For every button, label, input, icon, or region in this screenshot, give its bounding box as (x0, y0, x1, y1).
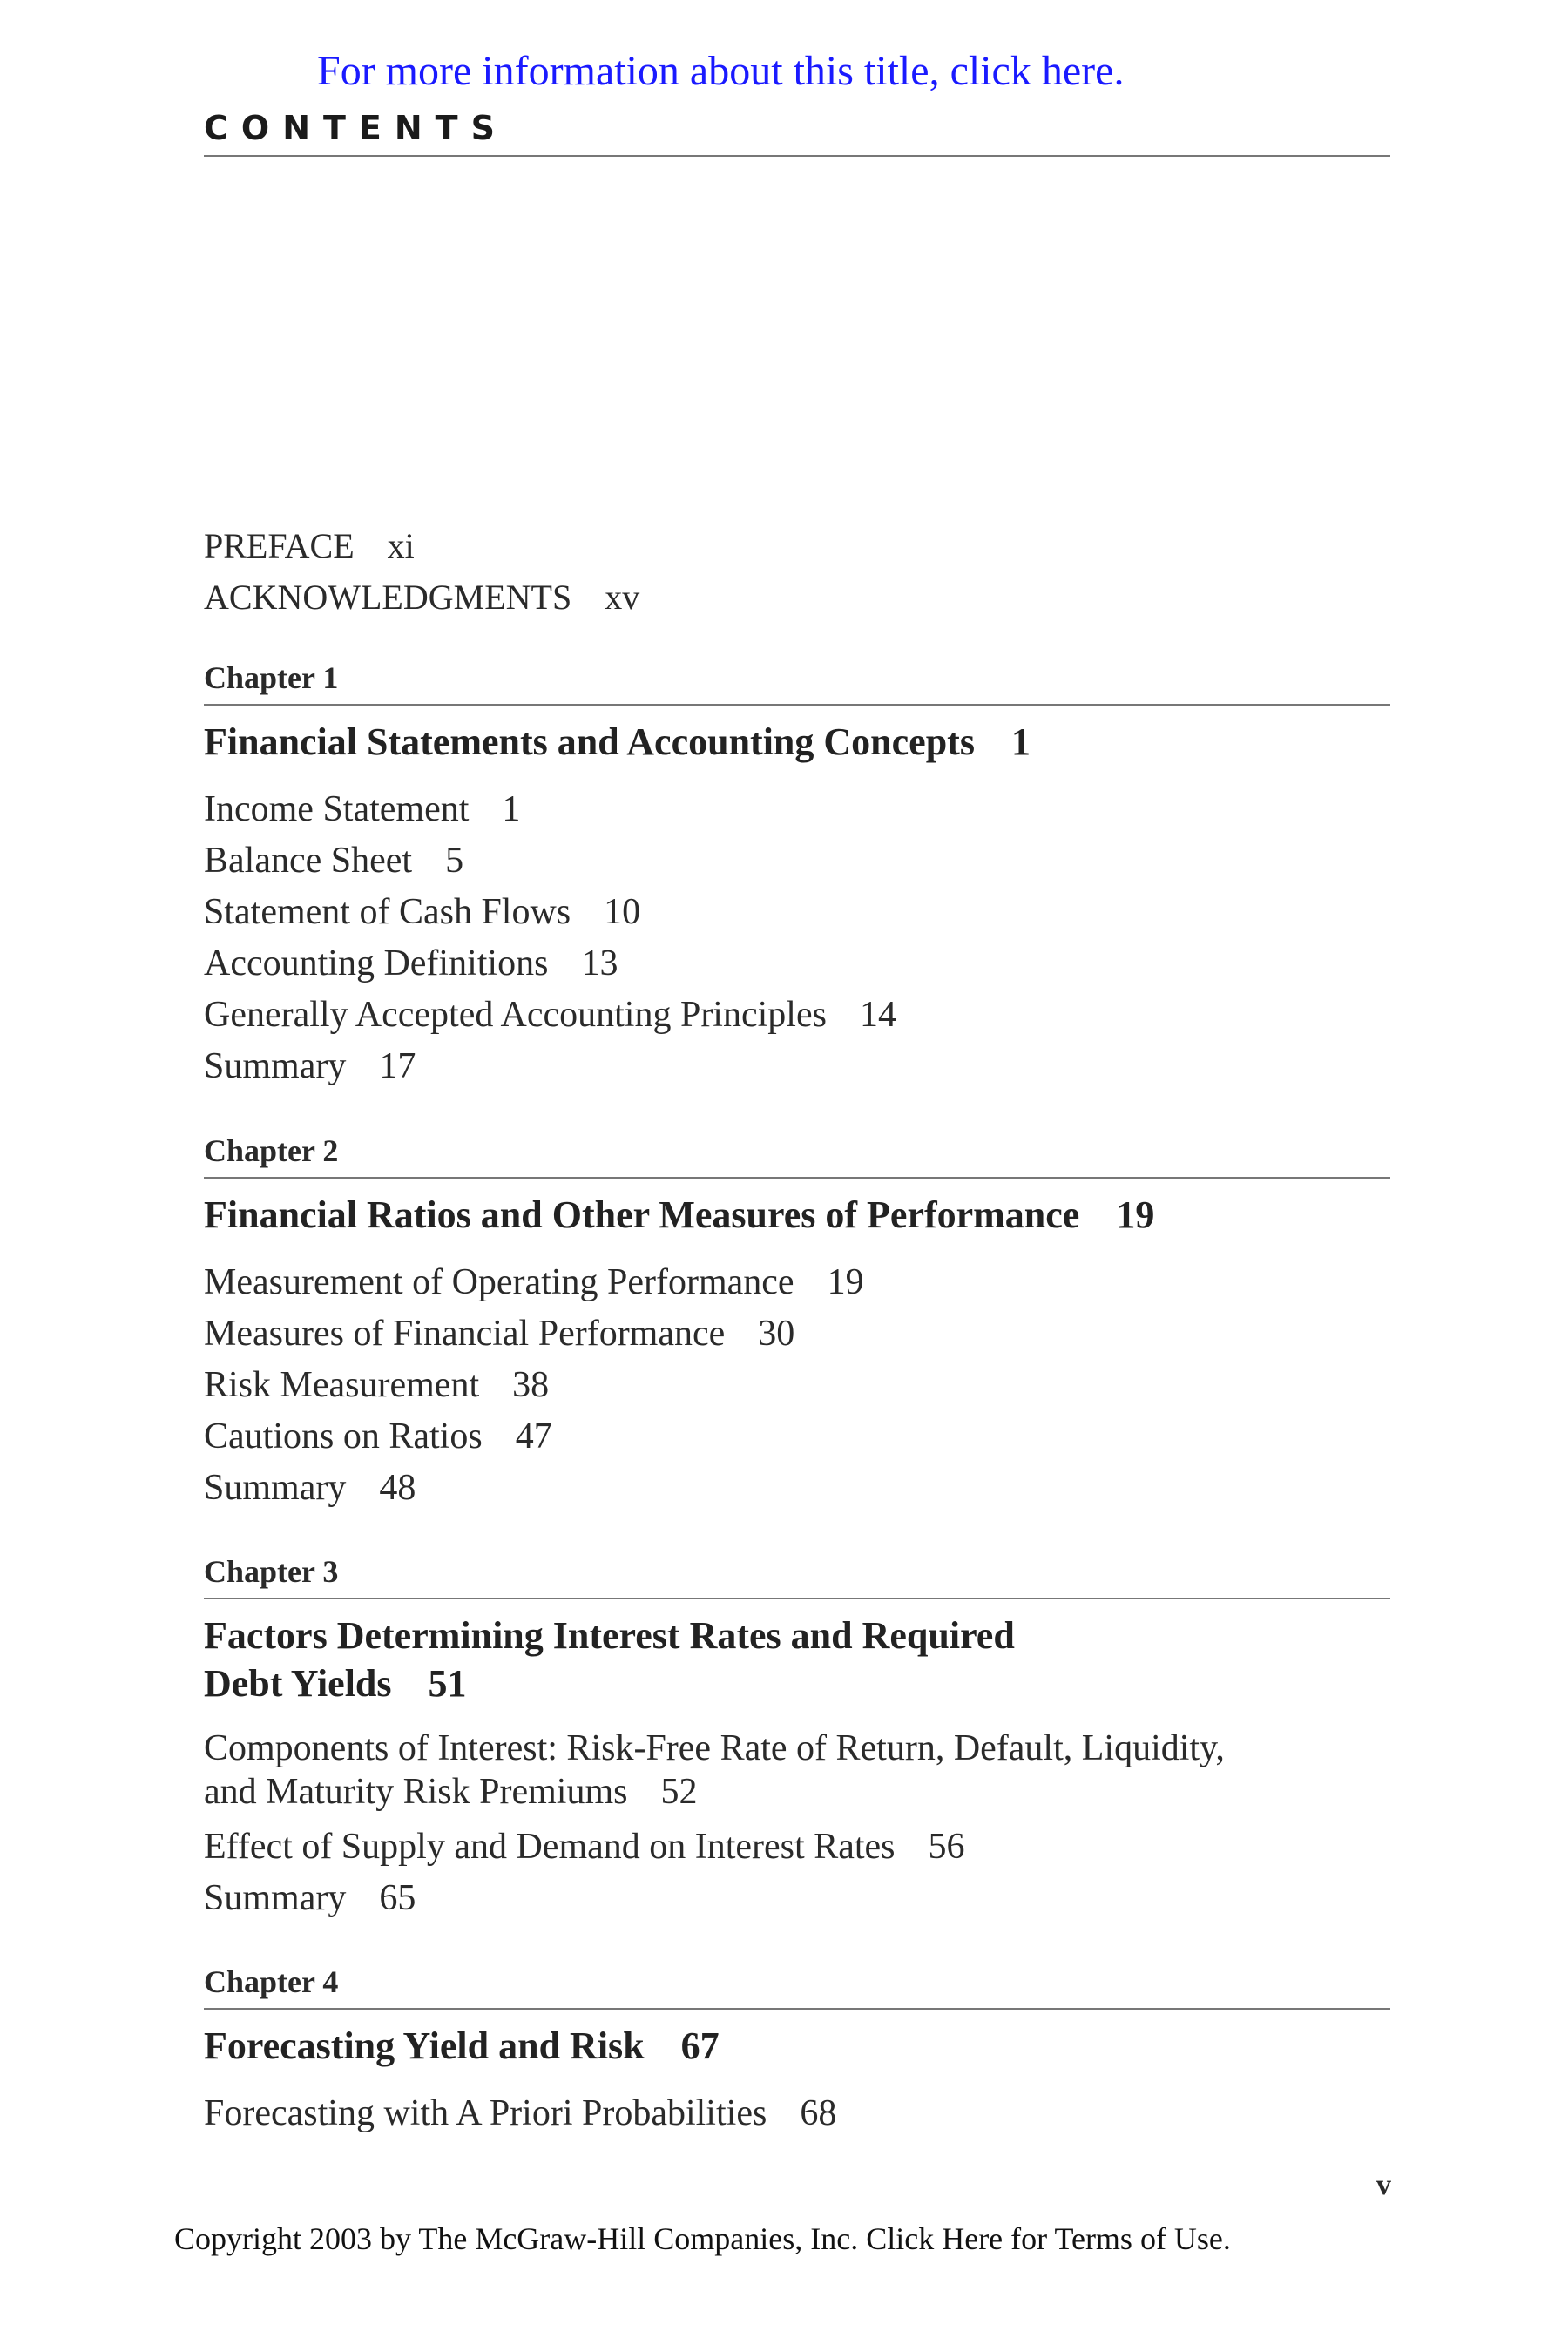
toc-entry[interactable] (204, 1411, 1390, 1463)
chapter-1-label: Chapter 1 (204, 660, 339, 695)
toc-entry-page: 19 (827, 1262, 864, 1302)
toc-entry-page: 38 (512, 1365, 550, 1405)
toc-entry-page: xi (387, 526, 415, 565)
toc-entry-page: 10 (604, 892, 641, 932)
contents-rule (204, 155, 1390, 157)
toc-entry-text: Measures of Financial Performance (204, 1314, 726, 1354)
toc-entry[interactable] (204, 835, 1390, 887)
toc-entry[interactable] (204, 1041, 1390, 1092)
toc-entry-page: xv (605, 578, 640, 617)
toc-entry-text: Summary (204, 1878, 347, 1918)
chapter-page: 67 (680, 2024, 720, 2067)
toc-entry-page: 68 (800, 2093, 837, 2133)
toc-entry-text: Risk Measurement (204, 1365, 480, 1405)
toc-entry-acknowledgments[interactable] (204, 580, 639, 615)
chapter-1-rule (204, 704, 1390, 706)
toc-entry[interactable] (204, 1873, 1390, 1924)
toc-entry[interactable] (204, 1360, 1390, 1411)
chapter-2-rule (204, 1177, 1390, 1179)
toc-entry-page: 13 (581, 943, 618, 983)
toc-entry-page: 17 (379, 1046, 416, 1086)
copyright-footer (174, 2223, 1231, 2254)
chapter-3-rule (204, 1598, 1390, 1599)
chapter-4-entries (204, 2088, 1390, 2139)
toc-entry-page: 1 (502, 789, 521, 829)
chapter-title-text: Forecasting Yield and Risk (204, 2024, 645, 2067)
copyright-text: Copyright 2003 by The McGraw-Hill Companies, Inc. (174, 2221, 859, 2256)
toc-entry-page: 47 (515, 1416, 552, 1456)
toc-entry-page: 30 (758, 1314, 795, 1354)
chapter-4-label: Chapter 4 (204, 1964, 339, 1999)
toc-entry[interactable] (204, 990, 1390, 1041)
toc-entry[interactable] (204, 1308, 1390, 1360)
toc-entry[interactable] (204, 1821, 1390, 1873)
toc-entry[interactable] (204, 2088, 1390, 2139)
chapter-title-text: Factors Determining Interest Rates and Required (204, 1614, 1015, 1657)
chapter-1-title[interactable] (204, 718, 1390, 766)
toc-entry-text: Components of Interest: Risk-Free Rate of Return, Default, Liquidity, (204, 1728, 1225, 1768)
toc-entry-page: 14 (859, 995, 896, 1035)
toc-entry-page: 65 (379, 1878, 416, 1918)
toc-entry[interactable] (204, 887, 1390, 938)
toc-entry[interactable] (204, 1257, 1390, 1308)
chapter-2-title[interactable] (204, 1191, 1390, 1239)
chapter-2-entries (204, 1257, 1390, 1514)
chapter-page: 1 (1010, 720, 1031, 763)
toc-entry-text: Income Statement (204, 789, 470, 829)
toc-entry-page: 48 (379, 1468, 416, 1508)
toc-entry-text: Summary (204, 1046, 347, 1086)
toc-entry-text: Accounting Definitions (204, 943, 549, 983)
chapter-title-text: Financial Ratios and Other Measures of Performance (204, 1193, 1080, 1236)
chapter-4-title[interactable] (204, 2022, 1390, 2070)
chapter-3-title[interactable] (204, 1612, 1390, 1707)
chapter-4-rule (204, 2008, 1390, 2010)
toc-entry[interactable] (204, 1463, 1390, 1514)
chapter-title-text: Financial Statements and Accounting Concepts (204, 720, 975, 763)
toc-entry-text: Measurement of Operating Performance (204, 1262, 794, 1302)
terms-of-use-link[interactable]: Click Here for Terms of Use. (866, 2221, 1231, 2256)
toc-entry-preface[interactable] (204, 526, 415, 565)
contents-heading: CONTENTS (204, 109, 508, 147)
toc-entry-page: 52 (660, 1772, 698, 1812)
chapter-title-text: Debt Yields (204, 1662, 392, 1705)
toc-entry-page: 5 (445, 841, 464, 881)
more-info-link[interactable]: For more information about this title, click here. (317, 48, 1125, 94)
chapter-1-entries (204, 784, 1390, 1092)
toc-entry-text: Summary (204, 1468, 347, 1508)
chapter-page: 51 (428, 1662, 467, 1705)
chapter-3-entries (204, 1727, 1390, 1924)
toc-entry-label: ACKNOWLEDGMENTS (204, 578, 572, 617)
toc-entry-text: Balance Sheet (204, 841, 413, 881)
toc-entry-text: Forecasting with A Priori Probabilities (204, 2093, 767, 2133)
toc-entry-page: 56 (928, 1827, 965, 1867)
toc-entry[interactable] (204, 1727, 1390, 1814)
chapter-page: 19 (1116, 1193, 1155, 1236)
chapter-2-label: Chapter 2 (204, 1133, 339, 1168)
chapter-3-label: Chapter 3 (204, 1554, 339, 1589)
toc-entry-text: and Maturity Risk Premiums (204, 1772, 628, 1812)
toc-entry-text: Cautions on Ratios (204, 1416, 483, 1456)
toc-entry-text: Effect of Supply and Demand on Interest Rates (204, 1827, 896, 1867)
toc-entry[interactable] (204, 938, 1390, 990)
toc-entry[interactable] (204, 784, 1390, 835)
page-number: v (1376, 2169, 1391, 2201)
toc-entry-text: Generally Accepted Accounting Principles (204, 995, 827, 1035)
toc-entry-text: Statement of Cash Flows (204, 892, 571, 932)
toc-entry-label: PREFACE (204, 526, 355, 565)
